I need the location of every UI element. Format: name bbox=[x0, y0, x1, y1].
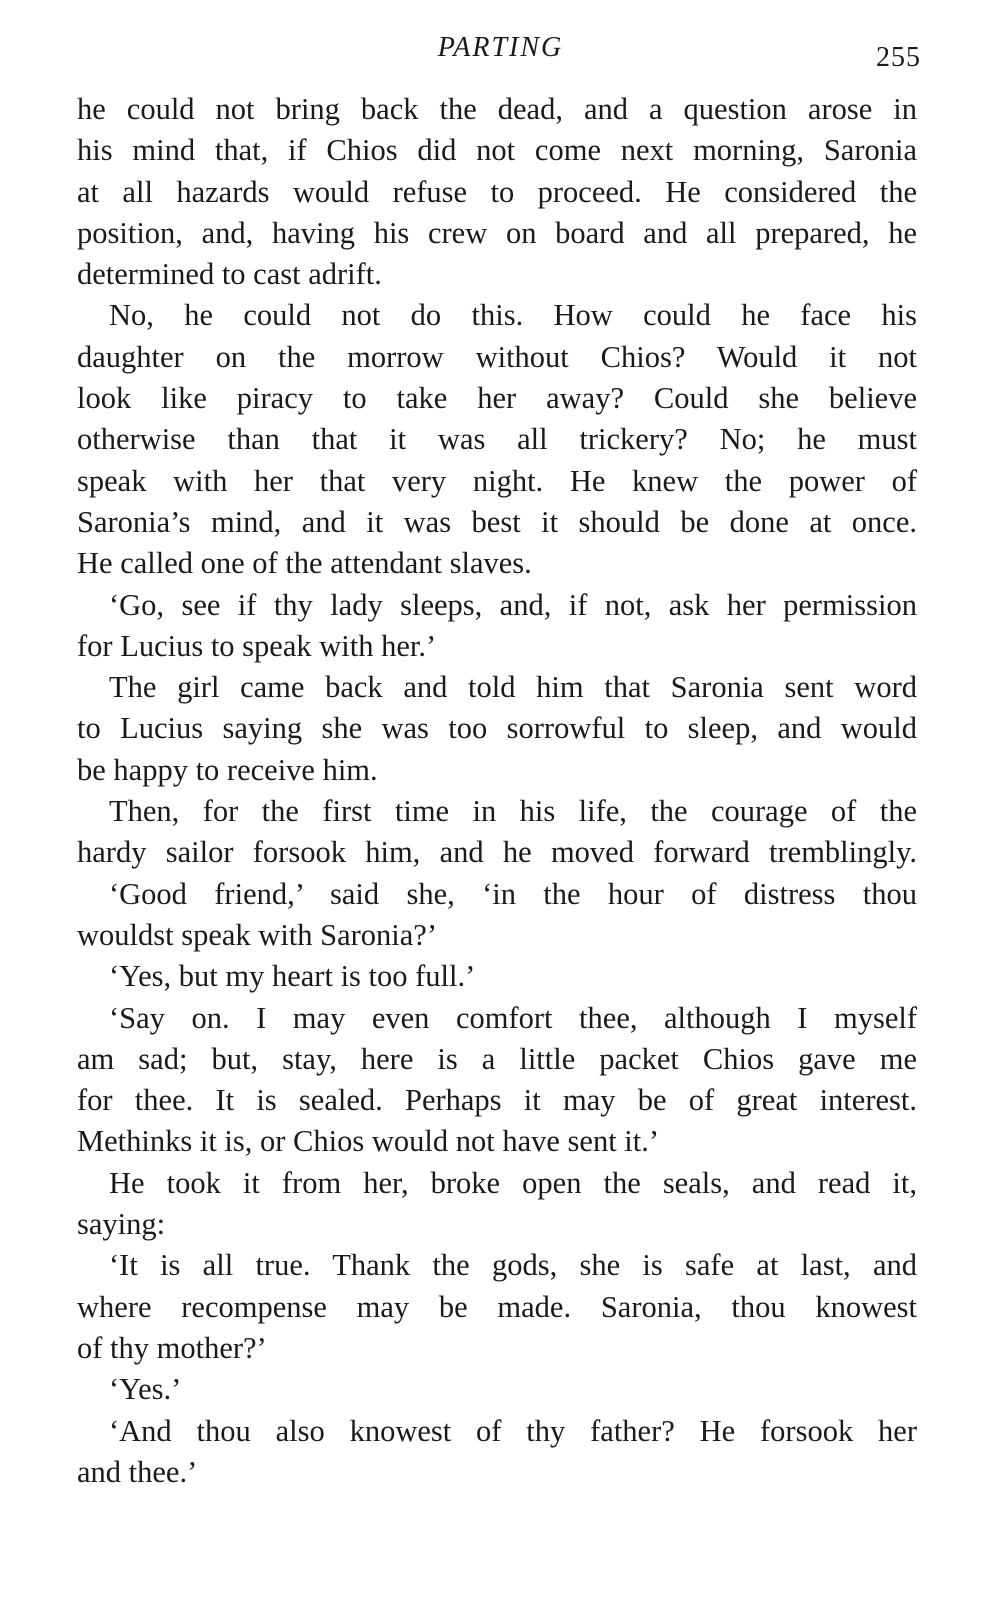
text-line: he could not bring back the dead, and a question arose in bbox=[77, 92, 917, 126]
text-line: look like piracy to take her away? Could she believe bbox=[77, 381, 917, 416]
paragraph bbox=[77, 667, 917, 791]
paragraph bbox=[77, 89, 917, 295]
text-line: The girl came back and told him that Saronia sent word bbox=[109, 670, 917, 705]
page-number: 255 bbox=[876, 42, 921, 73]
text-line: daughter on the morrow without Chios? Would it not bbox=[77, 339, 917, 374]
text-line: ‘Good friend,’ said she, ‘in the hour of distress thou bbox=[109, 876, 917, 911]
text-line: ‘Yes.’ bbox=[109, 1372, 182, 1407]
paragraph bbox=[77, 1245, 917, 1369]
text-line: Methinks it is, or Chios would not have sent it.’ bbox=[77, 1124, 660, 1159]
text-line: of thy mother?’ bbox=[77, 1330, 267, 1365]
text-line: ‘Yes, but my heart is too full.’ bbox=[109, 959, 476, 994]
text-line: at all hazards would refuse to proceed. He considered the bbox=[77, 174, 917, 209]
text-line: for thee. It is sealed. Perhaps it may be of great interest. bbox=[77, 1083, 917, 1118]
text-line: to Lucius saying she was too sorrowful to sleep, and would bbox=[77, 711, 917, 746]
text-line: He took it from her, broke open the seals, and read it, bbox=[109, 1165, 917, 1200]
text-line: determined to cast adrift. bbox=[77, 257, 382, 292]
text-line: am sad; but, stay, here is a little packet Chios gave me bbox=[77, 1041, 917, 1076]
text-line: for Lucius to speak with her.’ bbox=[77, 628, 437, 663]
text-line: ‘It is all true. Thank the gods, she is safe at last, and bbox=[109, 1248, 917, 1283]
paragraph bbox=[77, 1369, 917, 1410]
text-line: ‘And thou also knowest of thy father? He forsook her bbox=[109, 1413, 917, 1448]
running-title: PARTING bbox=[437, 32, 564, 63]
paragraph bbox=[77, 295, 917, 584]
paragraph bbox=[77, 585, 917, 668]
text-line: where recompense may be made. Saronia, thou knowest bbox=[77, 1289, 917, 1324]
paragraph bbox=[77, 998, 917, 1163]
text-line: He called one of the attendant slaves. bbox=[77, 546, 532, 581]
paragraph bbox=[77, 874, 917, 957]
body-text bbox=[77, 89, 917, 1493]
text-line: Saronia’s mind, and it was best it should be done at once. bbox=[77, 504, 917, 539]
text-line: Then, for the first time in his life, the courage of the bbox=[109, 794, 917, 829]
text-line: speak with her that very night. He knew the power of bbox=[77, 463, 917, 498]
text-line: be happy to receive him. bbox=[77, 752, 378, 787]
text-line: his mind that, if Chios did not come next morning, Saronia bbox=[77, 133, 917, 168]
text-line: hardy sailor forsook him, and he moved forward tremblingly. bbox=[77, 835, 917, 870]
paragraph bbox=[77, 956, 917, 997]
text-line: otherwise than that it was all trickery? No; he must bbox=[77, 422, 917, 457]
text-line: ‘Say on. I may even comfort thee, although I myself bbox=[109, 1000, 917, 1035]
text-line: and thee.’ bbox=[77, 1454, 198, 1489]
text-line: ‘Go, see if thy lady sleeps, and, if not, ask her permission bbox=[109, 587, 917, 622]
text-line: position, and, having his crew on board and all prepared, he bbox=[77, 215, 917, 250]
running-head bbox=[0, 28, 1001, 73]
text-line: No, he could not do this. How could he face his bbox=[109, 298, 917, 333]
paragraph bbox=[77, 1163, 917, 1246]
text-line: wouldst speak with Saronia?’ bbox=[77, 917, 437, 952]
text-line: saying: bbox=[77, 1207, 166, 1242]
paragraph bbox=[77, 1411, 917, 1494]
paragraph bbox=[77, 791, 917, 874]
